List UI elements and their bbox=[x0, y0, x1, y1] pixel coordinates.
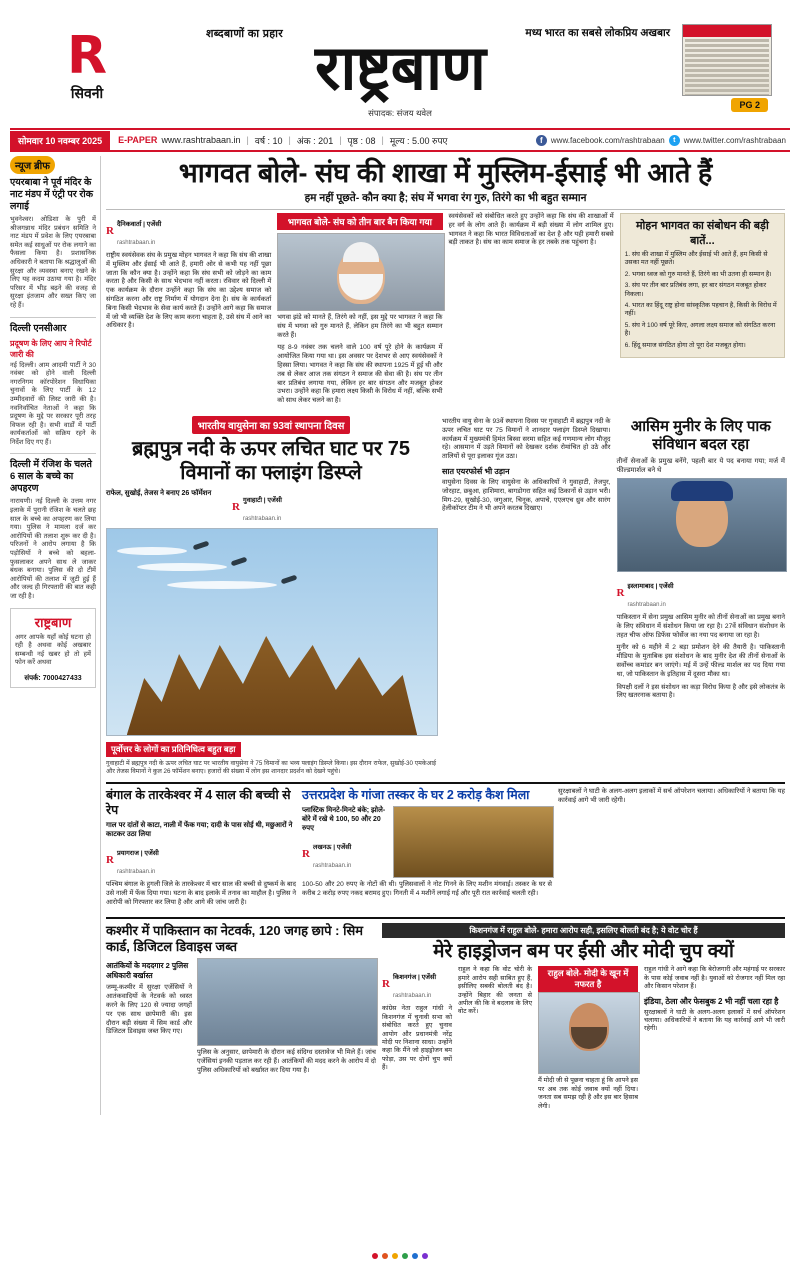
muneer-body-1: पाकिस्तान में सेना प्रमुख आसिम मुनीर को तीनों सेनाओं का प्रमुख बनाने के लिए संविधान में संशोधन किया जा रहा है। 27वें संविधान संशोधन के तहत चीफ ऑफ डिफेंस फोर्सेज का नया पद बनाया जा रहा है। bbox=[616, 613, 785, 639]
news-brief-badge: न्यूज ब्रीफ bbox=[10, 156, 55, 174]
airforce-body-2: वायुसेना दिवस के लिए वायुसेना के अधिकारियों ने गुवाहाटी, तेजपुर, जोरहाट, छबुआ, हाशिमारा, बागडोगरा सहित कई ठिकानों से उड़ान भरी। मिग-29, सुखोई-30, जगुआर, चिनूक, अपाचे, एएलएच ध्रुव और सारंग हेलीकॉप्टर टीम ने भी अपने करतब दिखाए। bbox=[442, 478, 611, 513]
cash-seizure-photo bbox=[393, 806, 554, 878]
main-column bbox=[101, 156, 790, 1115]
airforce-bullet: राफेल, सुखोई, तेजस ने बनाए 26 फॉर्मेशन bbox=[106, 489, 212, 497]
byline-name: गुवाहाटी | एजेंसी bbox=[242, 496, 282, 504]
ganja-story bbox=[302, 788, 552, 911]
divider bbox=[10, 317, 96, 318]
byline-site: rashtrabaan.in bbox=[392, 993, 432, 1000]
byline-logo-icon: R bbox=[616, 586, 625, 599]
byline-logo-icon: R bbox=[106, 853, 114, 866]
smoke-trail bbox=[137, 563, 227, 571]
kashmir-body-2: पुलिस के अनुसार, छापेमारी के दौरान कई संदिग्ध दस्तावेज भी मिले हैं। जांच एजेंसियां इनकी पड़ताल कर रही हैं। आतंकियों की मदद करने के आरोप में दो पुलिस अधिकारियों को बर्खास्त कर दिया गया है। bbox=[197, 1049, 376, 1074]
byline-site: rashtrabaan.in bbox=[312, 862, 352, 869]
airforce-text-and-muneer bbox=[442, 416, 785, 776]
lead-col-3 bbox=[449, 213, 614, 410]
highlight-item: 3. संघ पर तीन बार प्रतिबंध लगा, हर बार संगठन मजबूत होकर निकला। bbox=[624, 282, 767, 298]
byline-name: दैनिकवार्ता | एजेंसी bbox=[116, 221, 162, 228]
brief-title: एयरबाबा ने पूर्व मंदिर के नाट मंडप में एंट्री पर रोक लगाई bbox=[10, 177, 93, 212]
byline bbox=[232, 489, 282, 525]
page2-thumbnail[interactable] bbox=[682, 24, 772, 96]
highlight-item: 1. संघ की शाखा में मुस्लिम और ईसाई भी आते हैं, हम किसी से उसका मत नहीं पूछते। bbox=[624, 251, 768, 267]
statue-silhouette bbox=[127, 585, 417, 735]
masthead bbox=[10, 0, 790, 128]
bengal-subhead: गाल पर दांतों से काटा, नाली में फेंक गया; दादी के पास सोई थी, मछुआरों ने काटकर उठा लिया bbox=[106, 821, 293, 838]
story-strip bbox=[106, 782, 785, 911]
facebook-link[interactable] bbox=[536, 135, 665, 146]
lead-body-1: राष्ट्रीय स्वयंसेवक संघ के प्रमुख मोहन भागवत ने कहा कि संघ की शाखा में मुस्लिम और ईसाई भी आते हैं, हमारी ओर से कभी यह नहीं पूछा जाता कि कौन क्या है। उन्होंने कहा कि संघ सभी को जोड़ने का काम करता है और किसी के साथ भेदभाव नहीं करता। रविवार को दिल्ली में एक कार्यक्रम के दौरान उन्होंने कहा कि संघ का उद्देश्य समाज को संगठित करना और राष्ट्र निर्माण में योगदान देना है। संघ के कार्यकर्ता बिना किसी भेदभाव के सेवा कार्य करते हैं। उन्होंने आगे कहा कि समाज में जो भी व्यक्ति देश के लिए काम करना चाहता है, उसे संघ में आने का अधिकार है। bbox=[106, 252, 272, 330]
rahul-story bbox=[382, 923, 785, 1115]
ganja-headline[interactable]: उत्तरप्रदेश के गांजा तस्कर के घर 2 करोड़ कैश मिला bbox=[302, 787, 530, 802]
airforce-headline[interactable]: ब्रह्मपुत्र नदी के ऊपर लचित घाट पर 75 विमानों का फ्लाइंग डिस्प्ले bbox=[132, 437, 410, 484]
jet-icon bbox=[281, 575, 298, 585]
twitter-url: www.twitter.com/rashtrabaan bbox=[683, 135, 786, 145]
byline-site: rashtrabaan.in bbox=[627, 601, 666, 608]
byline bbox=[106, 213, 271, 249]
byline-name: इस्लामाबाद | एजेंसी bbox=[627, 582, 674, 590]
lead-photo-caption: भागवत बोले- संघ को तीन बार बैन किया गया bbox=[277, 213, 442, 230]
lead-story bbox=[106, 158, 785, 410]
beret-icon bbox=[671, 481, 733, 501]
contact-ad-box bbox=[10, 608, 96, 688]
page-title: राष्ट्रबाण bbox=[315, 35, 485, 103]
bengal-headline[interactable]: बंगाल के तारकेश्वर में 4 साल की बच्ची से रेप bbox=[106, 787, 291, 817]
lead-body-2: यह 8-9 नवंबर तक चलने वाले 100 वर्ष पूरे होने के कार्यक्रम में आयोजित किया गया था। इस अवसर पर देशभर से आए स्वयंसेवकों ने हिस्सा लिया। भागवत ने कहा कि संघ की स्थापना 1925 में हुई थी और तब से लेकर आज तक संगठन ने समाज की सेवा की है। संघ पर तीन बार प्रतिबंध लगाया गया, लेकिन हर बार संगठन और मजबूत होकर उभरा। उन्होंने कहा कि हमारा लक्ष्य किसी के विरोध में नहीं, बल्कि सभी को साथ लेकर चलने का है। bbox=[277, 344, 443, 405]
footer-color-dots bbox=[0, 1253, 800, 1259]
publication-date: सोमवार 10 नवम्बर 2025 bbox=[10, 131, 110, 150]
bengal-body: पश्चिम बंगाल के हुगली जिले के तारकेश्वर में चार साल की बच्ची से दुष्कर्म के बाद उसे नाली में फेंक दिया गया। घटना के बाद इलाके में तनाव का माहौल है। पुलिस ने आरोपी को गिरफ्तार कर लिया है और आगे की जांच जारी है। bbox=[106, 880, 296, 906]
byline-site: rashtrabaan.in bbox=[116, 868, 156, 875]
rahul-photo bbox=[538, 992, 640, 1074]
divider bbox=[10, 453, 96, 454]
price: मूल्य : 5.00 रुपए bbox=[389, 135, 448, 146]
byline bbox=[302, 836, 388, 872]
brief-text: नारायणी। नई दिल्ली के उत्तम नगर इलाके में पुरानी रंजिश के चलते छह साल के बच्चे का अपहरण कर लिया गया। पुलिस ने मामला दर्ज कर आरोपियों की तलाश शुरू कर दी है। परिजनों ने आरोप लगाया है कि पड़ोसियों ने बच्चे को बहला-फुसलाकर अपने साथ ले जाकर बंधक बनाया। पुलिस की दो टीमें आरोपियों की तलाश में जुटी हुई हैं और जल्द ही गिरफ्तारी की बात कही जा रही है। bbox=[10, 498, 96, 600]
brief-title: दिल्ली एनसीआर bbox=[10, 322, 67, 334]
secondary-stories bbox=[106, 416, 785, 776]
muneer-body-3: विपक्षी दलों ने इस संशोधन का कड़ा विरोध किया है और इसे लोकतंत्र के लिए खतरनाक बताया है। bbox=[616, 683, 785, 700]
kashmir-subhead: आतंकियों के मददगार 2 पुलिस अधिकारी बर्खास्त bbox=[106, 961, 189, 981]
page-count: पृष्ठ : 08 bbox=[347, 135, 376, 146]
bengal-story bbox=[106, 788, 296, 911]
news-brief-rail bbox=[10, 156, 101, 1115]
rahul-body-6: सुरक्षाबलों ने घाटी के अलग-अलग इलाकों में सर्च ऑपरेशन चलाया। अधिकारियों ने बताया कि यह कार्रवाई आगे भी जारी रहेगी। bbox=[644, 1008, 785, 1033]
brief-title: दिल्ली में रंजिश के चलते 6 साल के बच्चे का अपहरण bbox=[10, 459, 92, 495]
website-url[interactable]: www.rashtrabaan.in bbox=[161, 135, 241, 145]
airforce-caption-text: गुवाहाटी में ब्रह्मपुत्र नदी के ऊपर लचित घाट पर भारतीय वायुसेना ने 75 विमानों का भव्य फ्लाइंग डिस्प्ले किया। इस दौरान राफेल, सुखोई-30 एमकेआई और तेजस विमानों ने कुल 26 फॉर्मेशन बनाए। हजारों की संख्या में लोग इस शानदार प्रदर्शन को देखने पहुंचे। bbox=[106, 759, 436, 775]
rahul-photo-caption: राहुल बोले- मोदी के खून में नफरत है bbox=[538, 966, 638, 992]
volume-year: वर्ष : 10 bbox=[254, 135, 283, 146]
muneer-subheadline: तीनों सेनाओं के प्रमुख बनेंगे, पहली बार ये पद बनाया गया; मर्ज में फील्डमार्शल बने थे bbox=[616, 457, 785, 474]
thumbnail-lines bbox=[683, 37, 771, 96]
brief-subtitle: प्रदूषण के लिए आप ने रिपोर्ट जारी की bbox=[10, 338, 92, 359]
byline bbox=[617, 575, 786, 611]
airforce-photo bbox=[106, 528, 438, 736]
editor-line: संपादक: संजय थवेल bbox=[368, 108, 432, 118]
facebook-url: www.facebook.com/rashtrabaan bbox=[550, 135, 665, 145]
byline-logo-icon: R bbox=[302, 847, 310, 860]
byline-name: किशनगंज | एजेंसी bbox=[392, 974, 437, 982]
thumbnail-header-bar bbox=[683, 25, 771, 37]
lead-highlights-box bbox=[620, 213, 785, 410]
logo-r-icon: R bbox=[66, 26, 108, 86]
highlight-item: 4. भारत का हिंदू राष्ट्र होना सांस्कृतिक पहचान है, किसी के विरोध में नहीं। bbox=[624, 302, 777, 318]
smoke-trail bbox=[117, 547, 187, 555]
byline bbox=[106, 842, 296, 878]
byline-name: लखनऊ | एजेंसी bbox=[312, 843, 352, 851]
byline bbox=[382, 966, 452, 1002]
issue-number: अंक : 201 bbox=[296, 135, 334, 146]
rahul-headline[interactable]: मेरे हाइड्रोजन बम पर ईसी और मोदी चुप क्यों bbox=[433, 941, 734, 963]
airforce-story bbox=[106, 416, 436, 776]
highlight-item: 5. संघ ने 100 वर्ष पूरे किए, अगला लक्ष्य समाज को संगठित करना है। bbox=[624, 321, 776, 338]
kashmir-body-1: जम्मू-कश्मीर में सुरक्षा एजेंसियों ने आतंकवादियों के नेटवर्क को ध्वस्त करने के लिए 120 से ज्यादा जगहों पर एक साथ छापेमारी की। इस दौरान बड़ी संख्या में सिम कार्ड और डिजिटल डिवाइस जब्त किए गए। bbox=[106, 984, 192, 1036]
byline-site: rashtrabaan.in bbox=[116, 240, 156, 246]
facebook-icon: f bbox=[536, 135, 547, 146]
twitter-link[interactable] bbox=[669, 135, 786, 146]
rahul-body-2: राहुल ने कहा कि वोट चोरी के हमारे आरोप सही साबित हुए हैं, इसीलिए सबकी बोलती बंद है। उन्होंने बिहार की जनता से अपील की कि वे बदलाव के लिए वोट करें। bbox=[458, 966, 532, 1016]
bhagwat-photo bbox=[277, 233, 444, 311]
byline-name: प्रयागराज | एजेंसी bbox=[116, 849, 159, 857]
ganja-subhead: प्लास्टिक मिनटे-मिनटे बंके; झोले-बोरे में रखे थे 100, 50 और 20 रुपए bbox=[302, 806, 386, 832]
lead-headline[interactable]: भागवत बोले- संघ की शाखा में मुस्लिम-ईसाई भी आते हैं bbox=[178, 158, 713, 188]
brief-item[interactable] bbox=[10, 323, 96, 448]
lead-body-3: स्वयंसेवकों को संबोधित करते हुए उन्होंने कहा कि संघ की शाखाओं में हर वर्ग के लोग आते हैं। कार्यक्रम में बड़ी संख्या में लोग शामिल हुए। भागवत ने कहा कि भारत विविधताओं का देश है और यही हमारी सबसे बड़ी ताकत है। संघ का काम समाज के हर तबके तक पहुंचना है। bbox=[448, 213, 614, 247]
ad-contact[interactable]: संपर्क: 7000427433 bbox=[24, 674, 82, 682]
epaper-link[interactable]: E-PAPER bbox=[118, 135, 158, 145]
kashmir-story bbox=[106, 923, 376, 1115]
rahul-body-5: राहुल गांधी ने आगे कहा कि बेरोजगारी और महंगाई पर सरकार के पास कोई जवाब नहीं है। युवाओं को रोजगार नहीं मिल रहा और किसान परेशान हैं। bbox=[644, 966, 785, 991]
strip-extra-column bbox=[558, 788, 785, 911]
logo-edition-label: सिवनी bbox=[70, 85, 104, 101]
airforce-tag: भारतीय वायुसेना का 93वां स्थापना दिवस bbox=[192, 416, 351, 434]
muneer-photo bbox=[617, 478, 788, 572]
rahul-body-1: कांग्रेस नेता राहुल गांधी ने किशनगंज में चुनावी सभा को संबोधित करते हुए चुनाव आयोग और प्रधानमंत्री नरेंद्र मोदी पर निशाना साधा। उन्होंने कहा कि मैंने जो हाइड्रोजन बम फोड़ा, उस पर दोनों चुप क्यों हैं। bbox=[382, 1005, 452, 1072]
info-bar: सोमवार 10 नवम्बर 2025 E-PAPER www.rashtrabaan.in | वर्ष : 10 | अंक : 201 | पृष्ठ : 08 | मूल्य : 5.00 रुपए f www.facebook.com/rashtrabaan t www.twitter.com/rashtrabaan bbox=[10, 128, 790, 152]
muneer-story bbox=[617, 416, 786, 705]
twitter-icon: t bbox=[669, 135, 680, 146]
ad-logo: राष्ट्रबाण bbox=[34, 614, 72, 630]
bottom-band bbox=[106, 917, 785, 1115]
masthead-tagline-left: शब्दबाणों का प्रहार bbox=[206, 28, 284, 40]
rahul-body-3: मैं मोदी जी से पूछना चाहता हूं कि आपने इस पर अब तक कोई जवाब क्यों नहीं दिया। जनता सब समझ रही है और इस बार हिसाब लेगी। bbox=[538, 1077, 638, 1110]
rahul-kicker: किशनगंज में राहुल बोले- हमारा आरोप सही, इसलिए बोलती बंद है; ये वोट चोर हैं bbox=[382, 923, 785, 938]
muneer-headline[interactable]: आसिम मुनीर के लिए पाक संविधान बदल रहा bbox=[630, 417, 771, 453]
kashmir-raid-photo bbox=[197, 958, 378, 1046]
muneer-body-2: मुनीर को 6 महीने में 2 बड़ा प्रमोशन देने की तैयारी है। पाकिस्तानी मीडिया के मुताबिक इस संशोधन के बाद मुनीर देश की तीनों सेनाओं के सर्वोच्च कमांडर बन जाएंगे। मई में उन्हें फील्ड मार्शल का पद दिया गया था, जो पाकिस्तान के इतिहास में दूसरा मौका था। bbox=[616, 644, 785, 678]
lead-col-2 bbox=[277, 213, 442, 410]
airforce-subhead: सात एयरफोर्स भी उड़ान bbox=[442, 466, 510, 476]
airforce-photo-caption: पूर्वोत्तर के लोगों का प्रतिनिधित्व बहुत बड़ा bbox=[106, 742, 241, 757]
brief-item[interactable] bbox=[10, 177, 96, 311]
masthead-tagline-right: मध्य भारत का सबसे लोकप्रिय अखबार bbox=[525, 27, 670, 39]
ganja-body: 100-50 और 20 रुपए के नोटों की थी। पुलिसवालों ने नोट गिनने के लिए मशीन मंगवाई। तस्कर के घर से करीब 2 करोड़ रुपए नकद बरामद हुए। गिनती में 4 मशीनें लगाई गईं और पूरी रात कार्रवाई चलती रही। bbox=[302, 880, 552, 897]
byline-logo-icon: R bbox=[232, 500, 240, 513]
kashmir-headline[interactable]: कश्मीर में पाकिस्तान का नेटवर्क, 120 जगह छापे : सिम कार्ड, डिजिटल डिवाइस जब्त bbox=[106, 923, 364, 955]
brief-item[interactable] bbox=[10, 459, 96, 601]
jet-icon bbox=[231, 557, 248, 567]
lead-col-1 bbox=[106, 213, 271, 410]
strip-extra-body: सुरक्षाबलों ने घाटी के अलग-अलग इलाकों में सर्च ऑपरेशन चलाया। अधिकारियों ने बताया कि यह कार्रवाई आगे भी जारी रहेगी। bbox=[558, 787, 785, 804]
jet-icon bbox=[193, 541, 210, 551]
pg2-badge[interactable]: PG 2 bbox=[731, 98, 768, 112]
highlight-item: 2. भगवा ध्वज को गुरु मानते हैं, तिरंगे का भी उतना ही सम्मान है। bbox=[624, 270, 772, 278]
lead-subheadline: हम नहीं पूछते- कौन क्या है; संघ में भगवा रंग गुरु, तिरंगे का भी बहुत सम्मान bbox=[304, 192, 587, 204]
highlights-title: मोहन भागवत का संबोधन की बड़ी बातें... bbox=[635, 220, 769, 247]
highlight-item: 6. हिंदू समाज संगठित होगा तो पूरा देश मजबूत होगा। bbox=[624, 341, 746, 349]
lead-photo-subcaption: भगवा झंडे को मानते हैं, तिरंगे को नहीं, इस मुद्दे पर भागवत ने कहा कि संघ में भगवा को गुरु मानते हैं, लेकिन हम तिरंगे का भी बहुत सम्मान करते हैं। bbox=[277, 314, 443, 339]
ad-text: अगर आपके यहाँ कोई घटना हो रही है अथवा कोई अखबार सम्बन्धी नई खबर हो तो हमें फोन करें अथवा bbox=[15, 633, 91, 667]
byline-logo-icon: R bbox=[106, 225, 114, 237]
rahul-subhead: इंडिया, ठेला और फेसबुक 2 भी नहीं चला रहा है bbox=[644, 996, 779, 1006]
brief-text: नई दिल्ली। आम आदमी पार्टी ने 30 नवंबर को होने वाली दिल्ली नगरनिगम कॉरपोरेशन विधायिका चुनावों के लिए पार्टी के 12 उम्मीदवारों की लिस्ट जारी की है। नवनिर्वाचित नेताओं ने कहा कि प्रदूषण के मुद्दे पर सरकार पूरी तरह विफल रही है। सभी वार्डों में पार्टी कार्यकर्ताओं को सक्रिय रहने के निर्देश दिए गए हैं। bbox=[10, 361, 96, 446]
smoke-trail bbox=[167, 581, 277, 589]
byline-site: rashtrabaan.in bbox=[242, 515, 282, 522]
airforce-body-1: भारतीय वायु सेना के 93वें स्थापना दिवस पर गुवाहाटी में ब्रह्मपुत्र नदी के ऊपर लचित घाट पर 75 विमानों ने शानदार फ्लाइंग डिस्प्ले दिखाया। कार्यक्रम में मुख्यमंत्री हिमंत बिस्वा सरमा सहित कई गणमान्य लोग मौजूद रहे। आसमान में उड़ते विमानों को देखकर दर्शक रोमांचित हो उठे और तालियों से पूरा इलाका गूंज उठा। bbox=[442, 417, 611, 461]
byline-logo-icon: R bbox=[382, 978, 390, 991]
brief-text: भुवनेश्वर। ओडिशा के पुरी में श्रीजगन्नाथ मंदिर प्रबंधन समिति ने नाट मंडप में प्रवेश के लिए एयरबाबा समेत कई साधुओं पर रोक लगाने का फैसला किया है। प्रशासनिक अधिकारी ने बताया कि श्रद्धालुओं की सुरक्षा और व्यवस्था बनाए रखने के लिए यह कदम उठाया गया है। मंदिर परिसर में भीड़ बढ़ने की वजह से सुरक्षा इंतजाम और सख्त किए जा रहे हैं। bbox=[10, 216, 96, 309]
